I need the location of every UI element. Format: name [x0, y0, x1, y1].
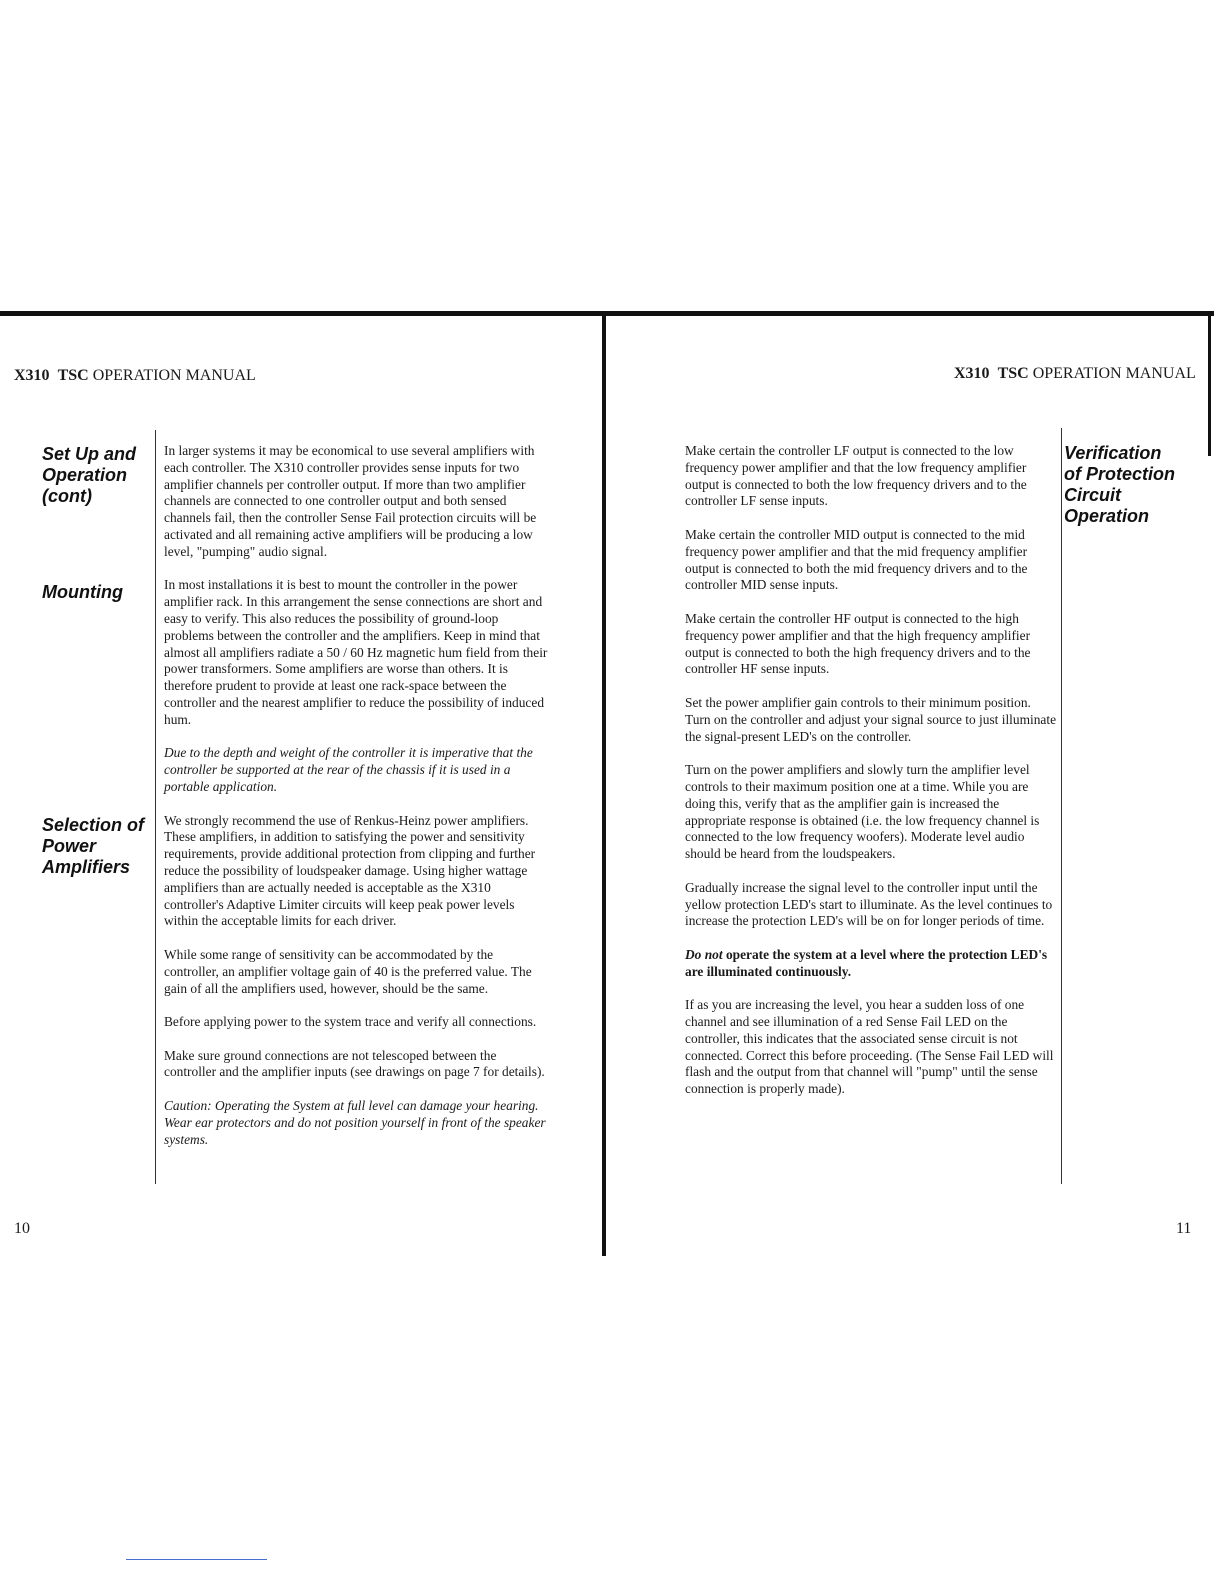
paragraph: If as you are increasing the level, you hear a sudden loss of one channel and see illumination of a red Sense Fail LED on the controller, this indicates that the associated sense circuit is not connected. Correct this before proceeding. (The Sense Fail LED will flash and the output from that channel will "pump" until the sense connection is properly made).	[685, 997, 1054, 1097]
heading-line: Operation	[1064, 506, 1150, 526]
section-heading-mounting	[42, 582, 123, 603]
right-page-header	[954, 365, 1196, 383]
paragraph: Set the power amplifier gain controls to their minimum position. Turn on the controller and adjust your signal source to just illuminate the signal-present LED's on the controller.	[685, 694, 1057, 744]
paragraph: Make certain the controller LF output is connected to the low frequency power amplifier and that the low frequency amplifier output is connected to both the low frequency drivers and to the controller LF sense inputs.	[685, 443, 1027, 509]
paragraph: Make certain the controller MID output is connected to the mid frequency power amplifier and that the mid frequency amplifier output is connected to both the mid frequency drivers and to the controller MID sense inputs.	[685, 526, 1028, 593]
heading-line: Power	[42, 836, 97, 856]
header-model: X310	[14, 367, 50, 384]
paragraph: We strongly recommend the use of Renkus-Heinz power amplifiers. These amplifiers, in addition to satisfying the power and sensitivity requirements, provide additional protection from clipping and further reduce the possibility of loudspeaker damage. Using higher wattage amplifiers than are actually needed is acceptable as the X310 controller's Adaptive Limiter circuits will keep peak power levels within the acceptable limits for each driver.	[164, 812, 536, 929]
left-column-rule	[155, 430, 156, 1184]
paragraph: Gradually increase the signal level to the controller input until the yellow protection LED's start to illuminate. As the level continues to increase the protection LED's will be on for longer periods of time.	[685, 879, 1053, 929]
paragraph: While some range of sensitivity can be accommodated by the controller, an amplifier voltage gain of 40 is the preferred value. The gain of all the amplifiers used, however, should be the same.	[164, 946, 532, 996]
top-rule	[0, 311, 1214, 316]
section-heading-amplifiers	[42, 815, 144, 878]
right-body-column	[685, 443, 1059, 1115]
right-page-number: 11	[1176, 1220, 1192, 1237]
header-title: OPERATION MANUAL	[1032, 365, 1196, 382]
section-heading-setup	[42, 444, 136, 507]
footnote-rule	[126, 1559, 267, 1560]
paragraph: Before applying power to the system trace and verify all connections.	[164, 1014, 537, 1030]
paragraph: Make sure ground connections are not telescoped between the controller and the amplifier inputs (see drawings on page 7 for details).	[164, 1047, 545, 1080]
heading-line: Operation	[42, 465, 128, 485]
section-heading-verification	[1064, 443, 1175, 527]
header-series: TSC	[57, 367, 89, 384]
header-model: X310	[954, 365, 990, 382]
warning-text: operate the system at a level where the protection LED's are illuminated continuously.	[685, 946, 1048, 979]
protection-warning	[685, 947, 1059, 981]
heading-line: Selection of	[42, 815, 145, 835]
right-edge-rule	[1208, 314, 1211, 456]
paragraph: In larger systems it may be economical to use several amplifiers with each controller. The X310 controller provides sense inputs for two amplifier channels per controller output. If more than two amplifier channels are connected to one controller output and both sensed channels fail, then the controller Sense Fail protection circuits will be activated and all remaining active amplifiers will be producing a low level, "pumping" audio signal.	[164, 443, 537, 559]
paragraph: In most installations it is best to mount the controller in the power amplifier rack. In this arrangement the sense connections are short and easy to verify. This also reduces the possibility of ground-loop problems between the controller and the amplifiers. Keep in mind that almost all amplifiers radiate a 50 / 60 Hz magnetic hum field from their power transformers. Some amplifiers are worse than others. It is therefore prudent to provide at least one rack-space between the controller and the nearest amplifier to reduce the possibility of induced hum.	[164, 577, 548, 727]
page-spine	[602, 314, 606, 1256]
left-page-header	[14, 367, 256, 385]
heading-line: Amplifiers	[42, 857, 131, 877]
paragraph: Make certain the controller HF output is connected to the high frequency power amplifier and that the high frequency amplifier output is connected to both the high frequency drivers and to the controller HF sense inputs.	[685, 610, 1031, 677]
left-body-column	[164, 443, 548, 1165]
heading-line: of Protection	[1064, 464, 1175, 484]
mounting-note: Due to the depth and weight of the controller it is imperative that the controller be supported at the rear of the chassis if it is used in a portable application.	[164, 745, 533, 794]
heading-line: (cont)	[42, 486, 92, 506]
header-series: TSC	[997, 365, 1029, 382]
header-title: OPERATION MANUAL	[92, 367, 256, 384]
left-page-number: 10	[14, 1220, 30, 1237]
caution-note: Caution: Operating the System at full level can damage your hearing. Wear ear protectors and do not position yourself in front of the speaker systems.	[164, 1098, 546, 1147]
heading-line: Circuit	[1064, 485, 1122, 505]
heading-line: Set Up and	[42, 444, 137, 464]
heading-line: Verification	[1064, 443, 1162, 463]
heading-line: Mounting	[42, 582, 123, 602]
warning-emphasis: Do not	[685, 946, 723, 962]
right-column-rule	[1061, 428, 1062, 1184]
paragraph: Turn on the power amplifiers and slowly turn the amplifier level controls to their maximum position one at a time. While you are doing this, verify that as the amplifier gain is increased the appropriate response is obtained (i.e. the low frequency channel is connected to the low frequency woofers). Moderate level audio should be heard from the loudspeakers.	[685, 762, 1040, 862]
